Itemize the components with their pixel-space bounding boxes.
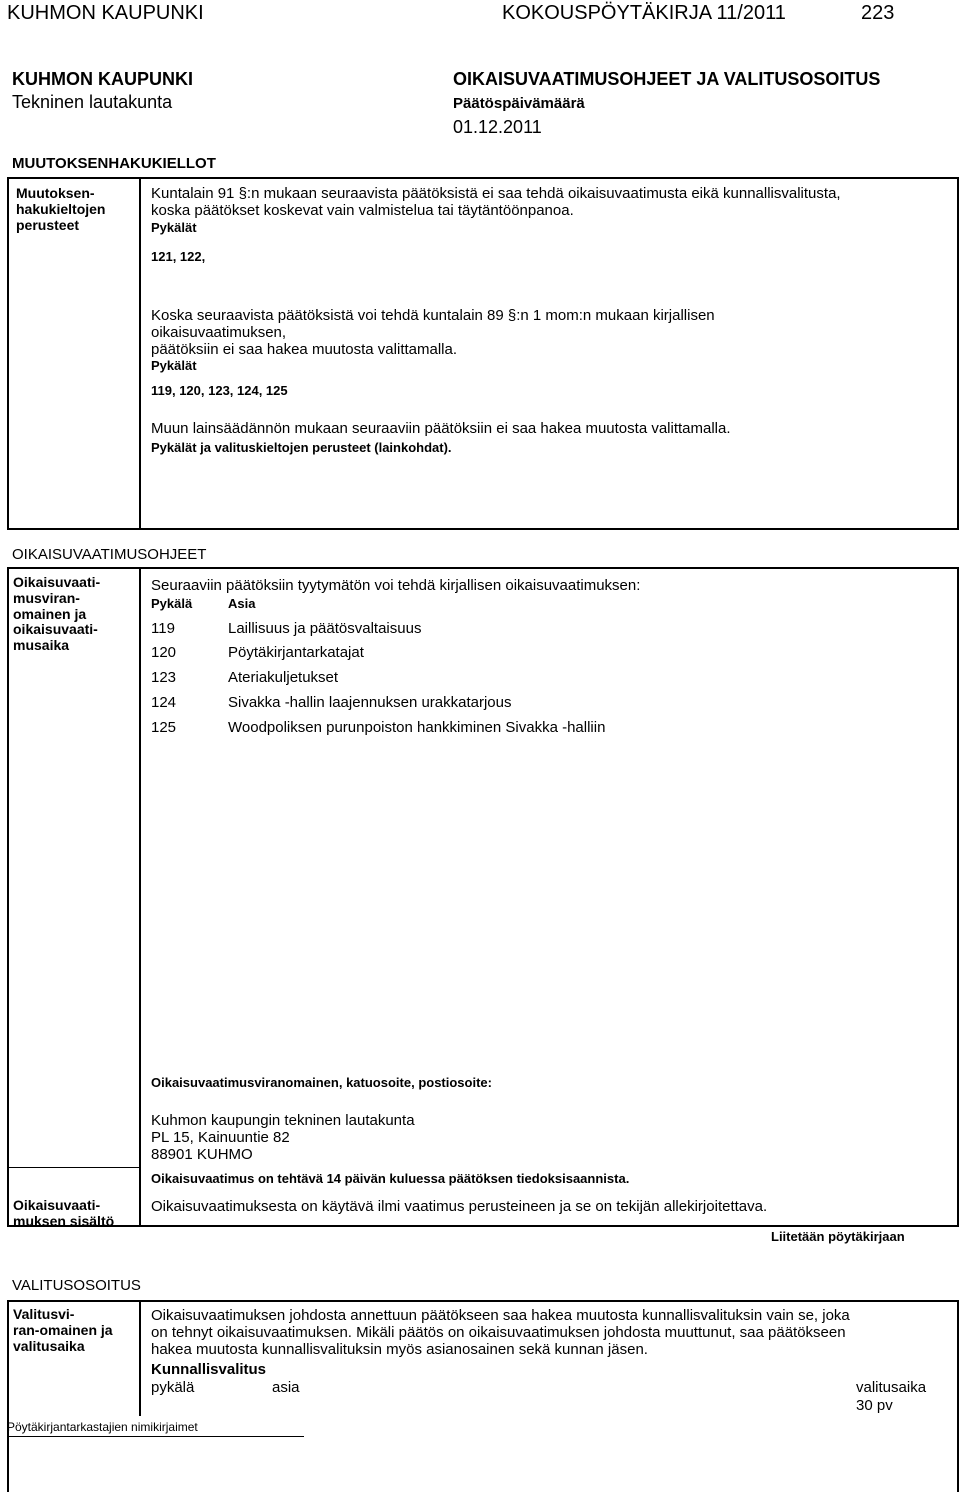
restrictions-p1-sections: 121, 122, xyxy=(151,249,206,264)
appeal-row-subject: Woodpoliksen purunpoiston hankkiminen Sivakka -halliin xyxy=(228,719,606,736)
appeal-heading: OIKAISUVAATIMUSOHJEET xyxy=(12,546,207,563)
appeal-instructions-col-section: pykälä xyxy=(151,1379,195,1396)
letterhead-dept: Tekninen lautakunta xyxy=(12,92,173,112)
appeal-authority-line3: 88901 KUHMO xyxy=(151,1146,253,1163)
restrictions-side-label-2: hakukieltojen xyxy=(16,201,106,217)
appeal-authority-label: Oikaisuvaatimusviranomainen, katuosoite, postiosoite: xyxy=(151,1075,492,1090)
attached-to-minutes: Liitetään pöytäkirjaan xyxy=(771,1229,905,1244)
appeal-row-section: 124 xyxy=(151,694,177,711)
page-header-doc-info: KOKOUSPÖYTÄKIRJA 11/2011 xyxy=(502,2,786,24)
appeal-row-subject: Sivakka -hallin laajennuksen urakkatarjous xyxy=(228,694,512,711)
appeal-instructions-side-label-2: ran-omainen ja xyxy=(13,1322,113,1338)
signatures-label: Pöytäkirjantarkastajien nimikirjaimet xyxy=(7,1420,198,1434)
appeal-row-subject: Laillisuus ja päätösvaltaisuus xyxy=(228,620,422,637)
decision-date-label: Päätöspäivämäärä xyxy=(453,95,585,112)
appeal-side-label-4: oikaisuvaati- xyxy=(13,621,98,637)
appeal-content-label-1: Oikaisuvaati- xyxy=(13,1197,101,1213)
appeal-instructions-text-line1: Oikaisuvaatimuksen johdosta annettuun päätökseen saa hakea muutosta kunnallisvalituksin vain se, joka xyxy=(151,1307,850,1324)
appeal-authority-line1: Kuhmon kaupungin tekninen lautakunta xyxy=(151,1112,415,1129)
appeal-row-subject: Pöytäkirjantarkatajat xyxy=(228,644,364,661)
restrictions-box xyxy=(7,177,959,530)
restrictions-heading: MUUTOKSENHAKUKIELLOT xyxy=(12,155,216,172)
appeal-authority-line2: PL 15, Kainuuntie 82 xyxy=(151,1129,290,1146)
restrictions-p1-line1: Kuntalain 91 §:n mukaan seuraavista päätöksistä ei saa tehdä oikaisuvaatimusta eikä kunnallisvalitusta, xyxy=(151,185,841,202)
appeal-row-section: 119 xyxy=(151,620,175,637)
appeal-instructions-divider xyxy=(139,1300,141,1416)
restrictions-p1-label: Pykälät xyxy=(151,220,197,235)
appeal-row-section: 125 xyxy=(151,719,177,736)
restrictions-side-label-1: Muutoksen- xyxy=(16,185,95,201)
appeal-side-separator xyxy=(7,1167,140,1168)
appeal-instructions-col-subject: asia xyxy=(272,1379,300,1396)
appeal-intro: Seuraaviin päätöksiin tyytymätön voi tehdä kirjallisen oikaisuvaatimuksen: xyxy=(151,577,641,594)
appeal-divider xyxy=(139,567,141,1227)
restrictions-p3-note: Pykälät ja valituskieltojen perusteet (lainkohdat). xyxy=(151,440,452,455)
appeal-side-label-3: omainen ja xyxy=(13,606,87,622)
appeal-col-section: Pykälä xyxy=(151,596,193,611)
appeal-time-value: 30 pv xyxy=(856,1397,893,1414)
restrictions-divider xyxy=(139,177,141,530)
appeal-row-subject: Ateriakuljetukset xyxy=(228,669,339,686)
restrictions-p3: Muun lainsäädännön mukaan seuraaviin päätöksiin ei saa hakea muutosta valittamalla. xyxy=(151,420,731,437)
appeal-side-label-1: Oikaisuvaati- xyxy=(13,574,101,590)
appeal-content-text: Oikaisuvaatimuksesta on käytävä ilmi vaatimus perusteineen ja se on tekijän allekirjoitettava. xyxy=(151,1198,768,1215)
appeal-instructions-heading: VALITUSOSOITUS xyxy=(12,1277,141,1294)
appeal-col-subject: Asia xyxy=(228,596,256,611)
appeal-box xyxy=(7,567,959,1227)
appeal-instructions-text-line3: hakea muutosta kunnallisvalituksin myös asianosainen sekä kunnan jäsen. xyxy=(151,1341,648,1358)
page-header-city: KUHMON KAUPUNKI xyxy=(7,2,204,24)
restrictions-p2-line2: oikaisuvaatimuksen, xyxy=(151,324,287,341)
appeal-side-label-5: musaika xyxy=(13,637,70,653)
appeal-deadline: Oikaisuvaatimus on tehtävä 14 päivän kuluessa päätöksen tiedoksisaannista. xyxy=(151,1171,630,1186)
appeal-instructions-side-label-1: Valitusvi- xyxy=(13,1306,75,1322)
decision-date: 01.12.2011 xyxy=(453,117,542,137)
appeal-content-label-2: muksen sisältö xyxy=(13,1213,115,1229)
restrictions-p2-line1: Koska seuraavista päätöksistä voi tehdä kuntalain 89 §:n 1 mom:n mukaan kirjallisen xyxy=(151,307,715,324)
restrictions-p1-line2: koska päätökset koskevat vain valmistelua tai täytäntöönpanoa. xyxy=(151,202,574,219)
letterhead-org: KUHMON KAUPUNKI xyxy=(12,69,193,89)
appeal-side-label-2: musviran- xyxy=(13,590,80,606)
page-number: 223 xyxy=(861,2,895,24)
appeal-instructions-col-time: valitusaika xyxy=(856,1379,927,1396)
restrictions-p2-line3: päätöksiin ei saa hakea muutosta valittamalla. xyxy=(151,341,458,358)
appeal-instructions-text-line2: on tehnyt oikaisuvaatimuksen. Mikäli päätös on oikaisuvaatimuksen johdosta muuttunut, saa päätökseen xyxy=(151,1324,846,1341)
municipal-appeal-subheading: Kunnallisvalitus xyxy=(151,1361,267,1378)
appeal-row-section: 123 xyxy=(151,669,177,686)
restrictions-p2-label: Pykälät xyxy=(151,358,197,373)
document-title: OIKAISUVAATIMUSOHJEET JA VALITUSOSOITUS xyxy=(453,69,881,89)
restrictions-side-label-3: perusteet xyxy=(16,217,80,233)
appeal-instructions-side-label-3: valitusaika xyxy=(13,1338,85,1354)
signatures-line xyxy=(7,1436,304,1437)
appeal-row-section: 120 xyxy=(151,644,177,661)
restrictions-p2-sections: 119, 120, 123, 124, 125 xyxy=(151,383,288,398)
